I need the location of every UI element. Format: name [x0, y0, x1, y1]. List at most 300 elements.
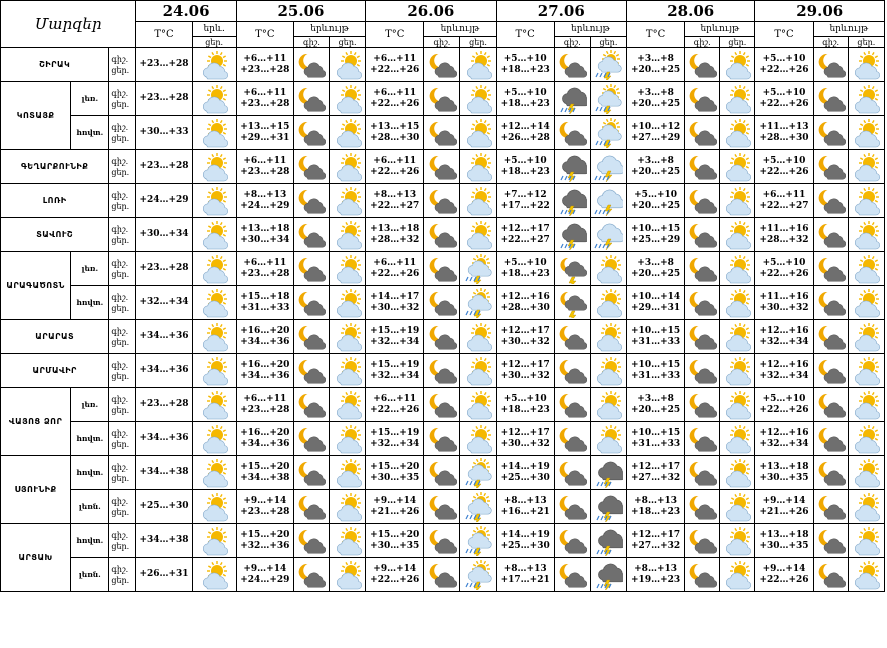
day-label: ցեր. — [111, 507, 130, 517]
temp-value: +23…+28 — [136, 388, 192, 422]
partly-sunny-icon — [193, 288, 236, 318]
day-icon-cell — [330, 456, 366, 490]
moon-cloud-icon — [814, 356, 848, 386]
day-icon-cell — [848, 354, 884, 388]
moon-cloud-icon — [814, 220, 848, 250]
night-temp: +15…+18 — [240, 291, 290, 302]
partly-sunny-icon — [330, 50, 365, 80]
partly-sunny-icon — [849, 186, 884, 216]
day-icon-cell — [330, 184, 366, 218]
night-temp: +15…+20 — [240, 529, 290, 540]
moon-cloud-icon — [294, 288, 329, 318]
night-icon-cell — [813, 524, 848, 558]
day-icon-cell — [848, 286, 884, 320]
night-temp: +5…+10 — [503, 87, 547, 98]
day-label: ցեր. — [111, 201, 130, 211]
partly-sunny-icon — [720, 322, 754, 352]
night-temp: +9…+14 — [243, 563, 287, 574]
day-icon-cell — [330, 252, 366, 286]
moon-cloud-icon — [424, 186, 459, 216]
moon-cloud-icon — [294, 390, 329, 420]
night-temp: +7…+12 — [503, 189, 547, 200]
partly-sunny-icon — [720, 50, 754, 80]
thunderstorm-icon — [591, 492, 626, 522]
day-temp: +19…+23 — [631, 574, 681, 585]
region-name: ԿՈՏԱՅՔ — [1, 82, 71, 150]
region-name: ՍՅՈՒՆԻՔ — [1, 456, 71, 524]
moon-cloud-icon — [814, 288, 848, 318]
night-label: գիշ. — [111, 258, 129, 268]
temp-range — [627, 490, 685, 524]
rain-thunder-icon — [591, 220, 626, 250]
partly-sunny-icon — [460, 118, 495, 148]
weather-header: երևույթ — [813, 22, 884, 37]
day-temp: +30…+35 — [759, 472, 809, 483]
day-icon-cell — [460, 422, 496, 456]
night-icon-cell — [424, 48, 460, 82]
night-temp: +10…+14 — [631, 291, 681, 302]
day-label: ցեր. — [111, 405, 130, 415]
partly-sunny-icon — [193, 560, 236, 590]
moon-cloud-icon — [424, 152, 459, 182]
day-icon-cell — [848, 252, 884, 286]
day-icon-cell — [590, 218, 626, 252]
day-temp: +31…+33 — [631, 336, 681, 347]
day-temp: +23…+28 — [240, 506, 290, 517]
moon-cloud-icon — [685, 50, 719, 80]
day-temp: +32…+34 — [370, 438, 420, 449]
night-temp: +8…+13 — [243, 189, 287, 200]
temp-value: +23…+28 — [136, 48, 192, 82]
table-row — [1, 490, 885, 524]
night-temp: +8…+13 — [503, 563, 547, 574]
day-temp: +32…+34 — [759, 336, 809, 347]
day-icon-cell — [720, 184, 755, 218]
night-subheader: գիշ. — [554, 37, 590, 48]
night-day-labels — [109, 184, 136, 218]
temp-range — [496, 524, 554, 558]
day-icon-cell — [460, 490, 496, 524]
night-icon-cell — [554, 48, 590, 82]
day-icon-cell — [460, 456, 496, 490]
weather-icon-cell — [192, 116, 236, 150]
night-icon-cell — [424, 218, 460, 252]
partly-sunny-icon — [330, 356, 365, 386]
night-icon-cell — [293, 558, 329, 592]
day-icon-cell — [848, 490, 884, 524]
sun-rain-thunder-icon — [460, 458, 495, 488]
night-temp: +6…+11 — [373, 53, 417, 64]
thunderstorm-icon — [555, 84, 590, 114]
partly-sunny-icon — [330, 118, 365, 148]
region-name: ԼՈՌԻ — [1, 184, 109, 218]
partly-sunny-icon — [193, 356, 236, 386]
day-icon-cell — [590, 422, 626, 456]
moon-cloud-icon — [555, 424, 590, 454]
night-temp: +5…+10 — [503, 53, 547, 64]
day-icon-cell — [330, 422, 366, 456]
night-icon-cell — [813, 184, 848, 218]
forecast-body — [1, 48, 885, 592]
temp-range — [236, 218, 293, 252]
subregion-name: հովտ. — [71, 456, 109, 490]
night-day-labels — [109, 150, 136, 184]
temp-range — [627, 320, 685, 354]
night-icon-cell — [685, 252, 720, 286]
temp-range — [755, 524, 813, 558]
table-row — [1, 354, 885, 388]
night-temp: +12…+16 — [500, 291, 550, 302]
thunderstorm-icon — [591, 560, 626, 590]
partly-sunny-icon — [330, 560, 365, 590]
day-temp: +22…+26 — [759, 166, 809, 177]
night-temp: +6…+11 — [762, 189, 806, 200]
weather-icon-cell — [192, 150, 236, 184]
temp-range — [366, 524, 424, 558]
partly-sunny-icon — [720, 84, 754, 114]
day-icon-cell — [848, 456, 884, 490]
region-name: ՏԱՎՈՒՇ — [1, 218, 109, 252]
weather-header: երևույթ — [424, 22, 496, 37]
temp-range — [366, 320, 424, 354]
night-label: գիշ. — [111, 224, 129, 234]
day-icon-cell — [460, 218, 496, 252]
temp-value: +30…+34 — [136, 218, 192, 252]
day-icon-cell — [460, 558, 496, 592]
day-icon-cell — [330, 558, 366, 592]
night-day-labels — [109, 320, 136, 354]
temp-range — [236, 388, 293, 422]
partly-sunny-icon — [720, 526, 754, 556]
moon-cloud-icon — [685, 560, 719, 590]
weather-icon-cell — [192, 456, 236, 490]
day-temp: +30…+35 — [370, 540, 420, 551]
partly-sunny-icon — [849, 424, 884, 454]
night-temp: +8…+13 — [634, 563, 678, 574]
temp-header: T°C — [496, 22, 554, 48]
table-row — [1, 388, 885, 422]
day-temp: +18…+23 — [500, 166, 550, 177]
moon-cloud-icon — [555, 50, 590, 80]
day-icon-cell — [590, 524, 626, 558]
moon-cloud-icon — [685, 356, 719, 386]
partly-sunny-icon — [720, 458, 754, 488]
night-icon-cell — [685, 218, 720, 252]
region-name: ՎԱՅՈՑ ՁՈՐ — [1, 388, 71, 456]
temp-header: T°C — [755, 22, 813, 48]
temp-range — [627, 354, 685, 388]
temp-range — [755, 558, 813, 592]
night-icon-cell — [293, 524, 329, 558]
day-label: ցեր. — [111, 337, 130, 347]
moon-cloud-icon — [294, 186, 329, 216]
day-icon-cell — [720, 116, 755, 150]
partly-sunny-icon — [460, 424, 495, 454]
day-icon-cell — [330, 490, 366, 524]
partly-sunny-icon — [720, 356, 754, 386]
night-icon-cell — [293, 490, 329, 524]
night-label: գիշ. — [111, 428, 129, 438]
table-row — [1, 184, 885, 218]
partly-sunny-icon — [720, 186, 754, 216]
temp-range — [755, 252, 813, 286]
night-icon-cell — [554, 184, 590, 218]
night-icon-cell — [424, 388, 460, 422]
temp-value: +34…+36 — [136, 354, 192, 388]
day-temp: +31…+33 — [631, 438, 681, 449]
subregion-name: լեռն. — [71, 558, 109, 592]
night-icon-cell — [813, 82, 848, 116]
temp-range — [627, 252, 685, 286]
table-row — [1, 218, 885, 252]
moon-cloud-icon — [424, 118, 459, 148]
night-temp: +9…+14 — [373, 563, 417, 574]
temp-range — [627, 184, 685, 218]
temp-header: T°C — [627, 22, 685, 48]
night-temp: +6…+11 — [373, 87, 417, 98]
temp-header: T°C — [236, 22, 293, 48]
temp-range — [496, 252, 554, 286]
night-icon-cell — [424, 354, 460, 388]
day-label: ցեր. — [111, 575, 130, 585]
partly-sunny-icon — [849, 288, 884, 318]
day-temp: +20…+25 — [631, 166, 681, 177]
day-temp: +18…+23 — [500, 404, 550, 415]
night-temp: +12…+17 — [500, 325, 550, 336]
day-icon-cell — [460, 252, 496, 286]
partly-sunny-icon — [330, 152, 365, 182]
day-temp: +20…+25 — [631, 64, 681, 75]
partly-sunny-icon — [720, 390, 754, 420]
night-temp: +10…+12 — [631, 121, 681, 132]
partly-sunny-icon — [193, 458, 236, 488]
temp-range — [627, 422, 685, 456]
night-label: գիշ. — [111, 122, 129, 132]
day-icon-cell — [590, 354, 626, 388]
night-temp: +15…+19 — [370, 325, 420, 336]
day-temp: +28…+32 — [370, 234, 420, 245]
day-temp: +17…+22 — [500, 200, 550, 211]
temp-range — [755, 218, 813, 252]
night-icon-cell — [424, 116, 460, 150]
night-temp: +12…+16 — [759, 427, 809, 438]
moon-cloud-icon — [294, 220, 329, 250]
weather-icon-cell — [192, 82, 236, 116]
partly-sunny-icon — [330, 322, 365, 352]
day-subheader: ցեր. — [460, 37, 496, 48]
thunderstorm-icon — [591, 458, 626, 488]
day-icon-cell — [720, 354, 755, 388]
night-temp: +16…+20 — [240, 325, 290, 336]
night-temp: +10…+15 — [631, 325, 681, 336]
moon-cloud-icon — [685, 84, 719, 114]
day-subheader: ցեր. — [720, 37, 755, 48]
night-label: գիշ. — [111, 496, 129, 506]
date-header-27: 27.06 — [496, 1, 626, 22]
night-temp: +13…+18 — [370, 223, 420, 234]
day-icon-cell — [460, 150, 496, 184]
night-temp: +6…+11 — [243, 393, 287, 404]
night-temp: +6…+11 — [243, 53, 287, 64]
partly-sunny-icon — [460, 186, 495, 216]
region-name: ՇԻՐԱԿ — [1, 48, 109, 82]
day-icon-cell — [720, 320, 755, 354]
moon-cloud-icon — [424, 356, 459, 386]
moon-thunder-icon — [555, 254, 590, 284]
day-icon-cell — [590, 252, 626, 286]
night-temp: +15…+19 — [370, 359, 420, 370]
temp-range — [236, 320, 293, 354]
partly-sunny-icon — [460, 152, 495, 182]
day-temp: +30…+32 — [500, 370, 550, 381]
day-temp: +34…+36 — [240, 370, 290, 381]
date-header-25: 25.06 — [236, 1, 365, 22]
night-icon-cell — [685, 558, 720, 592]
day-subheader: ցեր. — [330, 37, 366, 48]
temp-range — [496, 456, 554, 490]
temp-value: +25…+30 — [136, 490, 192, 524]
moon-cloud-icon — [685, 288, 719, 318]
night-temp: +9…+14 — [762, 495, 806, 506]
day-temp: +34…+36 — [240, 336, 290, 347]
day-icon-cell — [848, 82, 884, 116]
temp-range — [236, 116, 293, 150]
day-icon-cell — [720, 286, 755, 320]
day-temp: +30…+32 — [370, 302, 420, 313]
temp-range — [755, 490, 813, 524]
day-temp: +22…+26 — [370, 64, 420, 75]
partly-sunny-icon — [849, 560, 884, 590]
temp-range — [755, 320, 813, 354]
moon-cloud-icon — [294, 526, 329, 556]
night-temp: +5…+10 — [503, 257, 547, 268]
subregion-name: հովտ. — [71, 422, 109, 456]
night-day-labels — [109, 82, 136, 116]
day-label: ցեր. — [111, 371, 130, 381]
day-temp: +20…+25 — [631, 268, 681, 279]
day-temp: +21…+26 — [370, 506, 420, 517]
night-icon-cell — [813, 456, 848, 490]
region-name: ԱՐԱԳԱԾՈՏՆ — [1, 252, 71, 320]
moon-cloud-icon — [555, 458, 590, 488]
night-temp: +9…+14 — [243, 495, 287, 506]
regions-header: Մարզեր — [1, 1, 136, 48]
day-icon-cell — [590, 286, 626, 320]
temp-range — [496, 48, 554, 82]
sun-rain-thunder-icon — [591, 118, 626, 148]
partly-sunny-icon — [849, 254, 884, 284]
night-icon-cell — [813, 218, 848, 252]
night-temp: +12…+14 — [500, 121, 550, 132]
night-icon-cell — [293, 218, 329, 252]
night-temp: +5…+10 — [634, 189, 678, 200]
day-temp: +32…+34 — [370, 336, 420, 347]
weather-icon-cell — [192, 320, 236, 354]
night-icon-cell — [554, 388, 590, 422]
night-subheader: գիշ. — [813, 37, 848, 48]
sun-rain-thunder-icon — [460, 254, 495, 284]
partly-sunny-icon — [849, 458, 884, 488]
day-temp: +22…+26 — [759, 98, 809, 109]
temp-range — [496, 558, 554, 592]
night-subheader: գիշ. — [293, 37, 329, 48]
moon-cloud-icon — [424, 458, 459, 488]
temp-range — [627, 388, 685, 422]
night-icon-cell — [554, 320, 590, 354]
day-temp: +28…+30 — [759, 132, 809, 143]
day-icon-cell — [720, 558, 755, 592]
moon-cloud-icon — [814, 390, 848, 420]
night-icon-cell — [813, 422, 848, 456]
night-label: գիշ. — [111, 462, 129, 472]
day-temp: +25…+30 — [500, 540, 550, 551]
date-header-28: 28.06 — [627, 1, 755, 22]
night-icon-cell — [293, 48, 329, 82]
weather-header: երև. — [192, 22, 236, 37]
day-icon-cell — [720, 422, 755, 456]
day-temp: +23…+28 — [240, 98, 290, 109]
day-temp: +22…+27 — [759, 200, 809, 211]
weather-icon-cell — [192, 48, 236, 82]
partly-sunny-icon — [193, 152, 236, 182]
night-icon-cell — [424, 150, 460, 184]
day-label: ցեր. — [111, 65, 130, 75]
temp-range — [755, 388, 813, 422]
night-temp: +14…+19 — [500, 529, 550, 540]
day-icon-cell — [590, 48, 626, 82]
weather-icon-cell — [192, 524, 236, 558]
temp-header: T°C — [366, 22, 424, 48]
day-temp: +27…+32 — [631, 472, 681, 483]
night-temp: +12…+16 — [759, 325, 809, 336]
day-icon-cell — [330, 354, 366, 388]
table-row — [1, 422, 885, 456]
night-icon-cell — [685, 82, 720, 116]
moon-cloud-icon — [555, 560, 590, 590]
day-icon-cell — [848, 422, 884, 456]
partly-sunny-icon — [720, 424, 754, 454]
night-temp: +6…+11 — [243, 257, 287, 268]
night-icon-cell — [813, 48, 848, 82]
temp-range — [496, 184, 554, 218]
partly-sunny-icon — [330, 254, 365, 284]
partly-sunny-icon — [330, 390, 365, 420]
partly-sunny-icon — [849, 356, 884, 386]
partly-sunny-icon — [720, 288, 754, 318]
temp-value: +34…+38 — [136, 456, 192, 490]
partly-sunny-icon — [849, 50, 884, 80]
partly-sunny-icon — [330, 186, 365, 216]
moon-thunder-icon — [555, 288, 590, 318]
night-temp: +6…+11 — [373, 257, 417, 268]
day-temp: +21…+26 — [759, 506, 809, 517]
temp-range — [755, 422, 813, 456]
night-icon-cell — [424, 252, 460, 286]
moon-cloud-icon — [424, 254, 459, 284]
subregion-name: հովտ. — [71, 286, 109, 320]
night-temp: +9…+14 — [373, 495, 417, 506]
day-icon-cell — [720, 456, 755, 490]
day-icon-cell — [848, 116, 884, 150]
moon-cloud-icon — [814, 526, 848, 556]
day-icon-cell — [460, 354, 496, 388]
table-row — [1, 558, 885, 592]
night-icon-cell — [293, 286, 329, 320]
day-temp: +32…+34 — [759, 438, 809, 449]
night-icon-cell — [293, 388, 329, 422]
day-temp: +32…+34 — [370, 370, 420, 381]
day-temp: +18…+23 — [500, 268, 550, 279]
